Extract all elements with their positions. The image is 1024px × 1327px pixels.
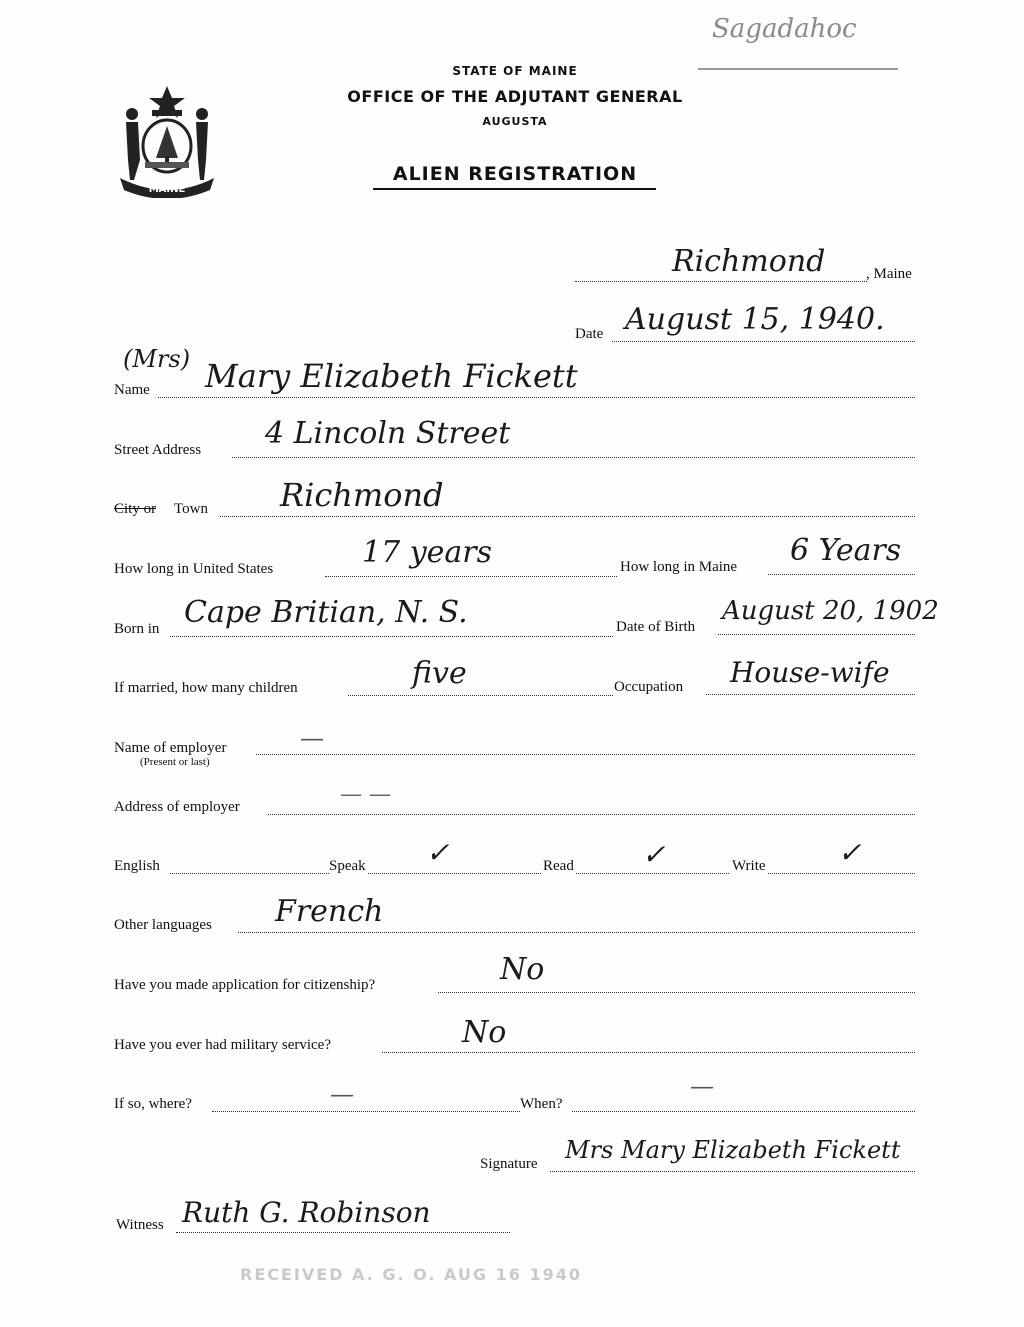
town-line [220,516,915,517]
speak-label: Speak [329,858,366,874]
how-long-maine-value: 6 Years [790,533,902,568]
write-label: Write [732,858,766,874]
name-prefix: (Mrs) [123,345,191,373]
form-title: ALIEN REGISTRATION [392,163,638,185]
dob-line [718,634,915,635]
location-line [575,281,867,282]
children-line [348,695,613,696]
children-value: five [412,656,467,691]
military-value: No [462,1015,507,1050]
svg-text:MAINE: MAINE [148,184,186,195]
employer-name-label: Name of employer [114,740,227,756]
occupation-value: House-wife [730,656,890,689]
read-check-icon: ✓ [642,838,666,871]
state-seal-icon [112,80,222,198]
employer-address-label: Address of employer [114,799,240,815]
signature-value: Mrs Mary Elizabeth Fickett [565,1136,901,1164]
how-long-us-label: How long in United States [114,561,274,577]
town-value: Richmond [280,476,444,514]
received-stamp: RECEIVED A. G. O. AUG 16 1940 [240,1265,582,1284]
city-label-struck: City or [114,501,157,517]
signature-line [550,1171,915,1172]
location-value: Richmond [672,244,826,279]
witness-line [176,1232,510,1233]
street-value: 4 Lincoln Street [265,416,511,451]
military-label: Have you ever had military service? [114,1037,331,1053]
when-label: When? [520,1096,563,1112]
citizenship-label: Have you made application for citizenship? [114,977,376,993]
date-label: Date [575,326,604,342]
write-check-icon: ✓ [838,836,862,869]
citizenship-value: No [500,952,545,987]
dob-label: Date of Birth [616,619,696,635]
other-languages-line [238,932,915,933]
where-value: — [330,1080,354,1108]
born-in-label: Born in [114,621,160,637]
street-line [232,457,915,458]
date-value: August 15, 1940. [625,302,885,337]
town-label: Town [174,501,208,517]
name-value: Mary Elizabeth Fickett [205,357,578,395]
county-note: Sagadahoc [712,14,857,44]
military-line [382,1052,915,1053]
employer-address-value: — — [340,782,391,807]
when-line [572,1111,915,1112]
employer-name-line [256,754,915,755]
employer-address-line [268,814,915,815]
born-in-value: Cape Britian, N. S. [184,595,468,630]
date-line [612,341,915,342]
born-in-line [170,636,613,637]
how-long-us-value: 17 years [362,535,493,570]
children-label: If married, how many children [114,680,298,696]
english-label: English [114,858,160,874]
occupation-label: Occupation [614,679,684,695]
employer-name-value: — [300,724,324,752]
witness-value: Ruth G. Robinson [182,1196,431,1229]
name-line [158,397,915,398]
when-value: — [690,1072,714,1100]
signature-label: Signature [480,1156,538,1172]
other-languages-value: French [275,894,384,929]
read-label: Read [543,858,574,874]
citizenship-line [438,992,915,993]
other-languages-label: Other languages [114,917,212,933]
dob-value: August 20, 1902 [722,596,939,626]
how-long-maine-label: How long in Maine [620,559,738,575]
where-line [212,1111,520,1112]
occupation-line [706,694,915,695]
street-label: Street Address [114,442,202,458]
employer-name-sublabel: (Present or last) [140,756,210,768]
how-long-maine-line [768,574,915,575]
title-underline [373,188,656,190]
name-label: Name [114,382,150,398]
location-suffix: , Maine [866,266,912,282]
header-office: OFFICE OF THE ADJUTANT GENERAL [347,87,683,106]
witness-label: Witness [116,1217,164,1233]
header-city: AUGUSTA [482,115,548,128]
speak-check-icon: ✓ [426,836,450,869]
where-label: If so, where? [114,1096,192,1112]
header-state: STATE OF MAINE [452,64,578,78]
how-long-us-line [325,576,617,577]
